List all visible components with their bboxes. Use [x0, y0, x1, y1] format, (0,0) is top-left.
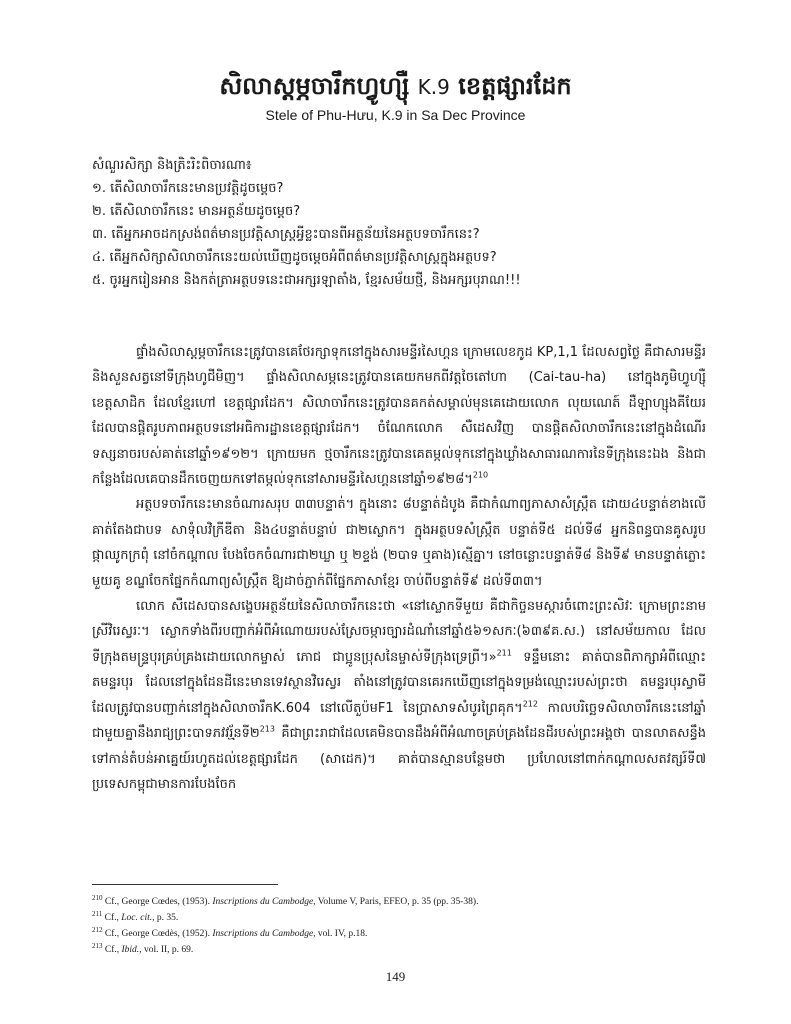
footnote-text-rest: vol. IV, p.18. [315, 929, 368, 940]
question-item: ២. តើសិលាចារឹកនេះ មានអត្ថន័យដូចម្តេច? [92, 204, 301, 219]
footnote-title: Ibid. [121, 945, 140, 956]
study-questions [92, 154, 712, 292]
questions-heading: សំណួរសិក្សា និងត្រិះរិះពិចារណា៖ [92, 158, 252, 173]
paragraph-3-text-d: គឺជាព្រះរាជាដែលគេមិនបានដឹងអំពីអំណាចគ្រប់គ្រងដែនដីរបស់ព្រះអង្គថា បានលាតសន្ធឹងទៅកាន់តំបន់អាគ្នេយ៍រហូតដល់ខេត្តផ្សារដែក (សាដេក)។ គាត់បានស្មានបន្ថែមថា ប្រហែលនៅពាក់កណ្តាលសតវត្សរ៍ទី៧ ប្រទេសកម្ពុជាមានការបែងចែក [92, 726, 706, 792]
footnote [92, 940, 712, 956]
footnote-divider [92, 884, 278, 885]
footnote-number: 213 [92, 942, 103, 951]
footnote-title: Inscriptions du Cambodge, [212, 929, 316, 940]
footnote-text-rest: , p. 35. [152, 913, 179, 924]
footnote-number: 210 [92, 894, 103, 902]
body-text [92, 340, 706, 797]
question-item: ៣. តើអ្នកអាចដកស្រង់ពត៌មានប្រវត្តិសាស្រ្តអ្វីខ្លះបានពីអត្ថន័យនៃអត្ថបទចារឹកនេះ? [92, 227, 480, 242]
question-item: ៥. ចូរអ្នករៀនអាន និងកត់ត្រាអត្ថបទនេះជាអក្សរឡាតាំង, ខ្មែរសម័យថ្មី, និងអក្សរបុរាណ!!! [92, 273, 521, 288]
footnote-ref-213[interactable]: 213 [259, 724, 275, 734]
footnote-text: Cf., [104, 945, 122, 956]
paragraph-3 [92, 594, 706, 797]
footnote-title: Loc. cit. [121, 913, 153, 924]
title-khmer-part-1: សិលាស្តម្ភចារឹកហ្វូហ្ស៊ឺ [219, 72, 410, 100]
paragraph-3-text-c: កាលបរិច្ឆេទសិលាចារឹកនេះនៅឆ្នាំជាមួយគ្នានឹងរាជ្យព្រះបាទភវវរ្ម័នទី២ [92, 700, 706, 742]
question-item: ១. តើសិលាចារឹកនេះមានប្រវត្តិដូចម្តេច? [92, 181, 284, 196]
paragraph-1 [92, 340, 706, 492]
paragraph-3-text-b: ទន្ទឹមនោះ គាត់បានពិភាក្សាអំពីឈ្មោះ តមន្ទរបុរ ដែលនៅក្នុងដែនដីនេះមានទេវស្ថានវិរេស្វរ តាំងនៅត្រូវបានគេរកឃើញនៅក្នុងទម្រង់ឈ្មោះរបស់ព្រះថា តមន្ទរបុរស្វាមី ដែលត្រូវបានបញ្ជាក់នៅក្នុងសិលាចារឹកK.604 នៅលើតួប៉មF1 នៃប្រាសាទសំបូរព្រៃគុក។ [92, 649, 706, 716]
footnote-text: Cf., George Cœdes, (1953). [104, 897, 213, 908]
footnote-title: Inscriptions du Cambodge, [212, 897, 316, 908]
page-number: 149 [385, 969, 406, 984]
question-item: ៤. តើអ្នកសិក្សាសិលាចារឹកនេះយល់ឃើញដូចម្តេចអំពីពត៌មានប្រវត្តិសាស្រ្តក្នុងអត្ថបទ? [92, 250, 497, 265]
footnote-text: Cf., George Cœdès, (1952). [104, 929, 213, 940]
footnote-ref-211[interactable]: 211 [496, 648, 512, 658]
footnote-number: 212 [92, 926, 103, 935]
title-code: K.9 [417, 75, 450, 99]
footnote-text-rest: , vol. II, p. 69. [139, 945, 194, 956]
paragraph-1-text: ផ្ទាំងសិលាស្តម្ភចារឹកនេះត្រូវបានគេថែរក្សាទុកនៅក្នុងសារមន្ទីរសៃហ្គន ក្រោមលេខកូដ KP,1,1 ដែលសព្វថ្ងៃ គឺជាសារមន្ទីរ និងសួនសត្វនៅទីក្រុងហូជីមិញ។ ផ្ទាំងសិលាសម្ភនេះត្រូវបានគេយកមកពីវត្តចៃតៅហា (Cai-tau-ha) នៅក្នុងភូមិហ្វូហ្ស៊ឺ ខេត្តសាដិក ដែលខ្មែរហៅ ខេត្តផ្សារដែក។ សិលាចារឹកនេះត្រូវបានគកត់សម្គាល់មុនគេដោយលោក លុយណេត៍ ដឺឡាហ្សុងគីយែរ ដែលបានផ្តិតរូបភាពអត្ថបទនៅអធិការដ្ឋានខេត្តផ្សារដែក។ ចំណែកលោក សឺដេសវិញ បានផ្តិតសិលាចារឹកនេះនៅក្នុងដំណើរទស្សនាចរបស់គាត់នៅឆ្នាំ១៩១២។ ក្រោយមក ថ្មចារឹកនេះត្រូវបានគេតម្កល់ទុកនៅក្នុងឃ្លាំងសាធារណការនៃទីក្រុងនេះឯង និងជាកន្លែងដែលគេបានដឹកចេញយកទៅតម្កល់ទុកនៅសារមន្ទីរសៃហ្គននៅឆ្នាំ១៩២៨។ [92, 345, 706, 488]
footnote-ref-210[interactable]: 210 [472, 470, 489, 480]
paragraph-3-text-a: លោក សឺដេសបានសង្ខេបអត្ថន័យនៃសិលាចារឹកនេះថា «នៅស្លោកទីមួយ គឺជាកិច្ចនមស្ការចំពោះព្រះសិវៈ ក្រោមព្រះនាម ស្រីវិរេស្វរៈ។ ស្លោកទាំងពីរបញ្ជាក់អំពីអំណោយរបស់ស្រែចម្ការច្បារដំណាំនៅឆ្នាំ៥៦១សកៈ(៦៣៩គ.ស.) នៅសម័យកាល ដែលទីក្រុងតមន្ទ្របុរគ្រប់គ្រងដោយលោកម្ចាស់ ភោជ ជាប្អូនប្រុសនៃម្ចាស់ទីក្រុងទ្រេព្រី។» [92, 599, 706, 665]
footnote [92, 924, 712, 940]
footnote [92, 892, 712, 908]
footnote-number: 211 [92, 910, 103, 919]
footnote-ref-212[interactable]: 212 [522, 699, 538, 709]
footnote-text: Cf., [104, 913, 122, 924]
footnotes [92, 892, 712, 957]
footnote [92, 908, 712, 924]
page-title [60, 70, 731, 103]
page-subtitle: Stele of Phu-Hưu, K.9 in Sa Dec Province [265, 107, 526, 123]
title-khmer-part-2: ខេត្តផ្សារដែក [458, 72, 572, 100]
paragraph-2: អត្ថបទចារឹកនេះមានចំណារសរុប ៣៣បន្ទាត់។ ក្នុងនោះ ៨បន្ទាត់ដំបូង គឺជាកំណាព្យភាសាសំស្ក្រឹត ដោយ៤បន្ទាត់ខាងលើគាត់តែងជាបទ សាទុំលវិក្រីឌីតា និង៤បន្ទាត់បន្ទាប់ ជា២ស្លោក។ ក្នុងអត្ថបទសំស្ក្រឹត បន្ទាត់ទី៥ ដល់ទី៨ អ្នកនិពន្ធបានគូសរូបផ្កាឈូកក្រពុំ នៅចំកណ្តាល បែងចែកចំណារជា២ឃ្លា ឬ ២ខ្ទង់ (២បាទ ឬគាង)ស្មើគ្នា។ នៅចន្លោះបន្ទាត់ទី៨ និងទី៩ មានបន្ទាត់ភ្លោះមួយគូ ខណ្ឌចែកផ្នែកកំណាព្យសំស្ក្រឹត ឱ្យដាច់ភ្ជាក់ពីផ្នែកភាសាខ្មែរ ចាប់ពីបន្ទាត់ទី៩ ដល់ទី៣៣។ [92, 497, 706, 589]
footnote-text-rest: Volume V, Paris, EFEO, p. 35 (pp. 35-38). [315, 897, 479, 908]
